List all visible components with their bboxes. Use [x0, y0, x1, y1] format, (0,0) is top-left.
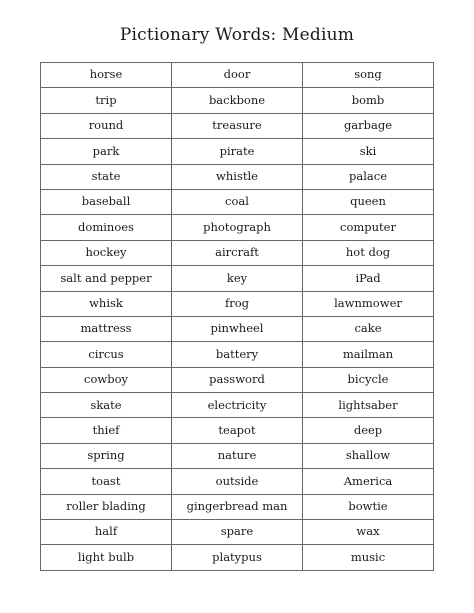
word-cell: dominoes [41, 215, 172, 240]
table-row [41, 443, 434, 468]
word-cell: platypus [172, 545, 303, 570]
table-row [41, 215, 434, 240]
word-cell: bowtie [303, 494, 434, 519]
word-cell: photograph [172, 215, 303, 240]
word-table [40, 62, 434, 571]
word-cell: mattress [41, 316, 172, 341]
table-row [41, 367, 434, 392]
word-cell: treasure [172, 113, 303, 138]
word-cell: toast [41, 469, 172, 494]
word-cell: key [172, 266, 303, 291]
word-cell: spare [172, 520, 303, 545]
table-row [41, 520, 434, 545]
table-row [41, 291, 434, 316]
word-cell: skate [41, 393, 172, 418]
word-cell: pirate [172, 139, 303, 164]
table-row [41, 545, 434, 570]
word-cell: frog [172, 291, 303, 316]
table-row [41, 342, 434, 367]
word-cell: thief [41, 418, 172, 443]
word-cell: lightsaber [303, 393, 434, 418]
word-cell: battery [172, 342, 303, 367]
word-cell: half [41, 520, 172, 545]
word-cell: round [41, 113, 172, 138]
word-cell: hot dog [303, 240, 434, 265]
word-table-body [41, 63, 434, 571]
word-cell: hockey [41, 240, 172, 265]
word-cell: garbage [303, 113, 434, 138]
word-cell: coal [172, 189, 303, 214]
word-cell: cake [303, 316, 434, 341]
word-cell: mailman [303, 342, 434, 367]
word-cell: trip [41, 88, 172, 113]
word-cell: wax [303, 520, 434, 545]
table-row [41, 189, 434, 214]
table-row [41, 393, 434, 418]
word-cell: queen [303, 189, 434, 214]
word-cell: music [303, 545, 434, 570]
word-cell: song [303, 63, 434, 88]
table-row [41, 418, 434, 443]
word-cell: bicycle [303, 367, 434, 392]
word-cell: horse [41, 63, 172, 88]
word-cell: electricity [172, 393, 303, 418]
word-cell: teapot [172, 418, 303, 443]
word-cell: pinwheel [172, 316, 303, 341]
word-cell: state [41, 164, 172, 189]
word-cell: shallow [303, 443, 434, 468]
word-cell: ski [303, 139, 434, 164]
word-cell: salt and pepper [41, 266, 172, 291]
table-row [41, 113, 434, 138]
word-cell: light bulb [41, 545, 172, 570]
word-cell: iPad [303, 266, 434, 291]
word-cell: deep [303, 418, 434, 443]
table-row [41, 63, 434, 88]
table-row [41, 139, 434, 164]
word-cell: whisk [41, 291, 172, 316]
word-cell: park [41, 139, 172, 164]
word-cell: outside [172, 469, 303, 494]
word-cell: backbone [172, 88, 303, 113]
table-row [41, 88, 434, 113]
word-cell: cowboy [41, 367, 172, 392]
word-cell: computer [303, 215, 434, 240]
word-cell: nature [172, 443, 303, 468]
word-cell: door [172, 63, 303, 88]
word-cell: America [303, 469, 434, 494]
word-cell: gingerbread man [172, 494, 303, 519]
word-cell: aircraft [172, 240, 303, 265]
word-cell: palace [303, 164, 434, 189]
word-cell: roller blading [41, 494, 172, 519]
table-row [41, 164, 434, 189]
table-row [41, 494, 434, 519]
table-row [41, 240, 434, 265]
word-cell: lawnmower [303, 291, 434, 316]
word-cell: baseball [41, 189, 172, 214]
table-row [41, 469, 434, 494]
word-cell: bomb [303, 88, 434, 113]
table-row [41, 266, 434, 291]
word-cell: circus [41, 342, 172, 367]
table-row [41, 316, 434, 341]
page-title: Pictionary Words: Medium [119, 25, 355, 45]
word-cell: whistle [172, 164, 303, 189]
word-cell: password [172, 367, 303, 392]
word-cell: spring [41, 443, 172, 468]
